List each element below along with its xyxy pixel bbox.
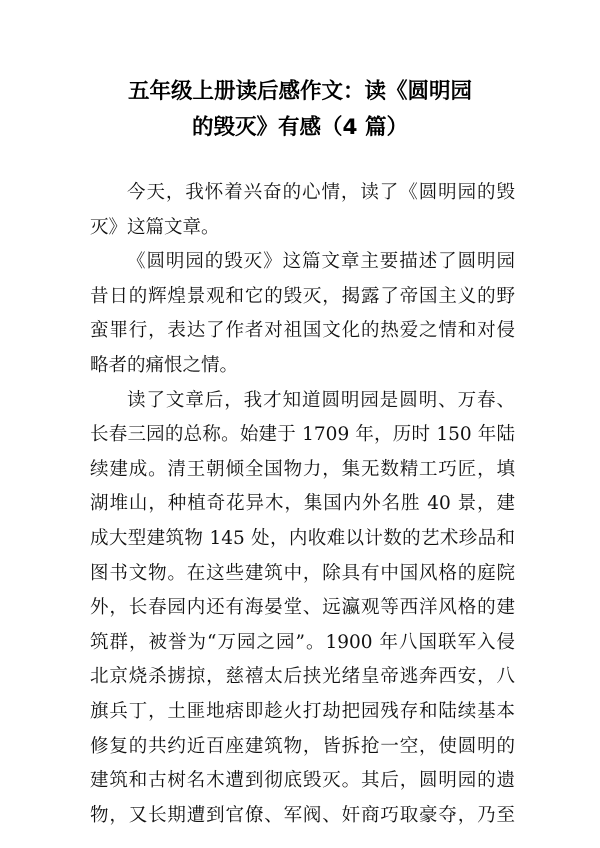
paragraph-1 xyxy=(90,176,515,245)
text-line: 湖堆山，种植奇花异木，集国内外名胜 40 景，建 xyxy=(90,493,515,515)
text-line: 长春三园的总称。始建于 1709 年，历时 150 年陆 xyxy=(90,424,515,446)
text-line: 物，又长期遭到官僚、军阀、奸商巧取豪夺，乃至 xyxy=(90,804,515,826)
paragraph-2 xyxy=(90,245,515,383)
paragraph-3 xyxy=(90,384,515,834)
text-line: 略者的痛恨之情。 xyxy=(90,354,239,376)
article-body xyxy=(90,176,515,833)
text-line: 旗兵丁，土匪地痞即趁火打劫把园残存和陆续基本 xyxy=(90,700,515,722)
text-line: 图书文物。在这些建筑中，除具有中国风格的庭院 xyxy=(90,562,515,584)
title-line-2: 的毁灭》有感（4 篇） xyxy=(192,115,408,140)
text-line: 读了文章后，我才知道圆明园是圆明、万春、 xyxy=(127,389,515,411)
text-line: 北京烧杀掳掠，慈禧太后挟光绪皇帝逃奔西安，八 xyxy=(90,666,515,688)
text-line: 灭》这篇文章。 xyxy=(90,216,220,238)
text-line: 成大型建筑物 145 处，内收难以计数的艺术珍品和 xyxy=(90,527,515,549)
text-line: 修复的共约近百座建筑物，皆拆抢一空，使圆明的 xyxy=(90,735,515,757)
text-line: 续建成。清王朝倾全国物力，集无数精工巧匠，填 xyxy=(90,458,515,480)
text-line: 外，长春园内还有海晏堂、远瀛观等西洋风格的建 xyxy=(90,597,515,619)
title-line-1: 五年级上册读后感作文：读《圆明园 xyxy=(127,79,472,104)
text-line: 《圆明园的毁灭》这篇文章主要描述了圆明园 xyxy=(127,251,515,273)
text-line: 今天，我怀着兴奋的心情，读了《圆明园的毁 xyxy=(127,182,515,203)
document-title xyxy=(90,74,510,146)
text-line: 建筑和古树名木遭到彻底毁灭。其后，圆明园的遗 xyxy=(90,770,515,792)
text-line: 筑群，被誉为“万园之园”。1900 年八国联军入侵 xyxy=(90,631,515,653)
text-line: 昔日的辉煌景观和它的毁灭，揭露了帝国主义的野 xyxy=(90,285,515,307)
text-line: 蛮罪行，表达了作者对祖国文化的热爱之情和对侵 xyxy=(90,320,515,342)
